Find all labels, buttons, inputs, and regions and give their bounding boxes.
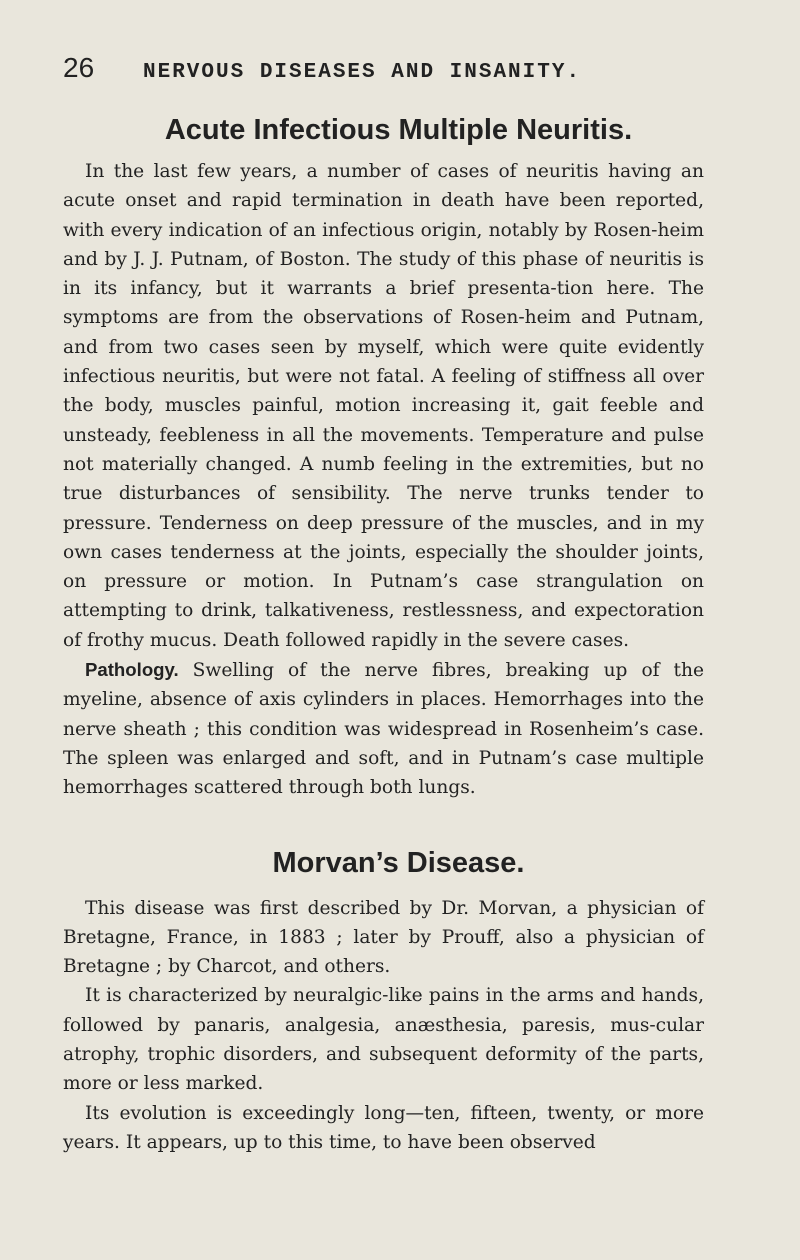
paragraph-pathology — [63, 655, 704, 802]
section-heading-neuritis: Acute Infectious Multiple Neuritis. — [164, 114, 633, 146]
paragraph-morvan-history: This disease was first described by Dr. Morvan, a physician of Bretagne, France, in 1883 ; later by Prouff, also a physician of Bretagne ; by Charcot, and others. — [63, 897, 704, 978]
page-number: 26 — [63, 52, 95, 83]
pathology-text: Swelling of the nerve fibres, breaking up of the myeline, absence of axis cylinders in places. Hemorrhages into the nerve sheath ; this condition was widespread in Rosenheim’s case. The spleen was enlarged and soft, and in Putnam’s case multiple hemorrhages scattered through both lungs. — [63, 660, 704, 799]
section-heading-morvan: Morvan’s Disease. — [272, 846, 525, 879]
running-head — [63, 52, 704, 96]
paragraph-morvan-characteristics: It is characterized by neuralgic-like pains in the arms and hands, followed by panaris, analgesia, anæsthesia, paresis, mus-cular atrophy, trophic disorders, and subsequent deformity of the parts, more or less marked. — [63, 985, 704, 1095]
pathology-label: Pathology. — [85, 659, 179, 681]
running-title: NERVOUS DISEASES AND INSANITY. — [143, 61, 582, 84]
paragraph-morvan-evolution: Its evolution is exceedingly long—ten, fifteen, twenty, or more years. It appears, up to this time, to have been observed — [63, 1102, 704, 1153]
paragraph-neuritis-symptoms: In the last few years, a number of cases of neuritis having an acute onset and rapid termination in death have been reported, with every indication of an infectious origin, notably by Rosen-heim and by J. J. Putnam, of Boston. The study of this phase of neuritis is in its infancy, but it warrants a brief presenta-tion here. The symptoms are from the observations of Rosen-heim and Putnam, and from two cases seen by myself, which were quite evidently infectious neuritis, but were not fatal. A feeling of stiffness all over the body, muscles painful, motion increasing it, gait feeble and unsteady, feebleness in all the movements. Temperature and pulse not materially changed. A numb feeling in the extremities, but no true disturbances of sensibility. The nerve trunks tender to pressure. Tenderness on deep pressure of the muscles, and in my own cases tenderness at the joints, especially the shoulder joints, on pressure or motion. In Putnam’s case strangulation on attempting to drink, talkativeness, restlessness, and expectoration of frothy mucus. Death followed rapidly in the severe cases. — [63, 161, 704, 651]
